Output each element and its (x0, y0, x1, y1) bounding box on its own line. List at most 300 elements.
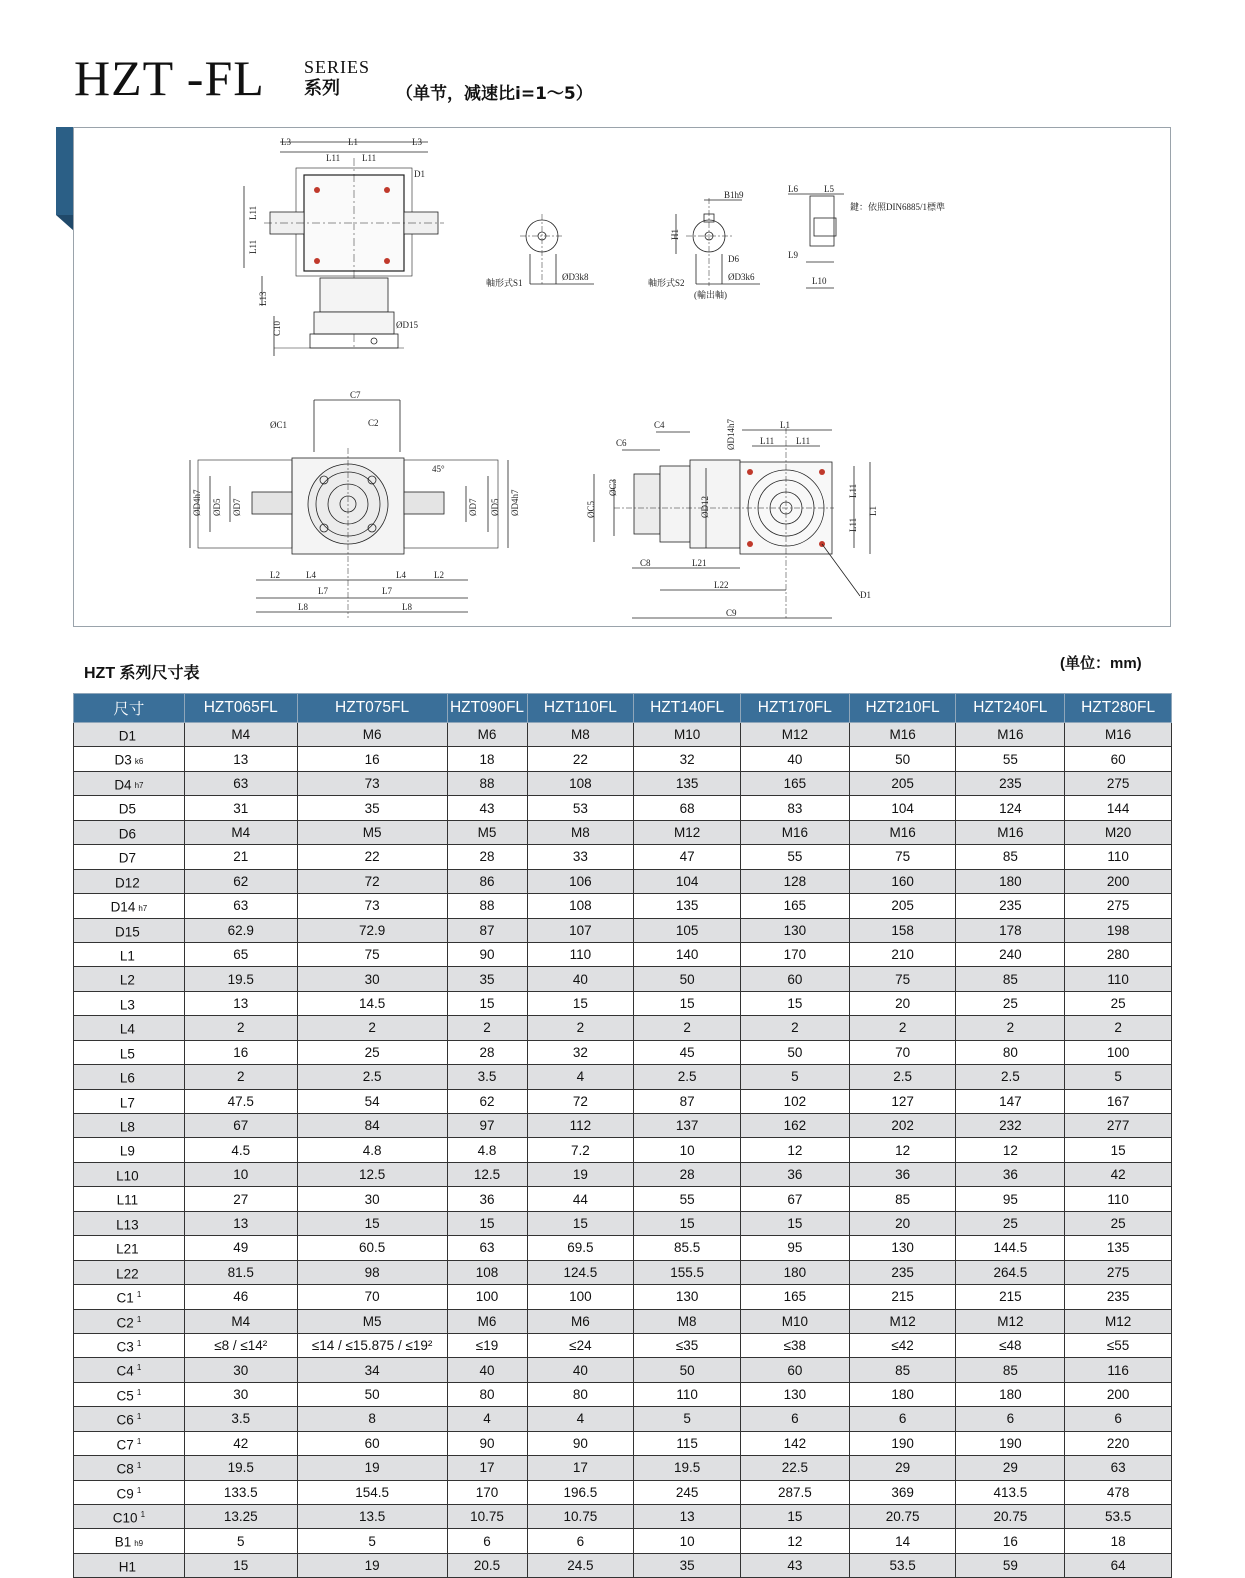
dimension-name-cell (74, 1480, 185, 1504)
label-D4-right: ØD4h7 (510, 489, 520, 516)
dimension-name-cell (74, 991, 185, 1015)
table-cell: 13 (184, 747, 297, 771)
label-D14: ØD14h7 (726, 419, 736, 450)
table-row (74, 723, 1172, 747)
table-cell: 240 (956, 942, 1065, 966)
table-cell: 62.9 (184, 918, 297, 942)
table-cell: 60 (1065, 747, 1172, 771)
table-cell: ≤24 (527, 1333, 634, 1357)
table-cell: 15 (1065, 1138, 1172, 1162)
table-cell: 29 (956, 1456, 1065, 1480)
table-cell: 63 (184, 894, 297, 918)
table-cell: 12.5 (447, 1162, 527, 1186)
table-cell: ≤38 (740, 1333, 849, 1357)
table-row (74, 991, 1172, 1015)
table-cell: 4 (527, 1407, 634, 1431)
table-cell: ≤35 (634, 1333, 741, 1357)
front-view (190, 390, 520, 618)
table-cell: 90 (447, 1431, 527, 1455)
label-L7-right: L7 (382, 586, 392, 596)
table-cell: 15 (740, 991, 849, 1015)
dimension-name-cell (74, 1285, 185, 1309)
table-cell: 3.5 (184, 1407, 297, 1431)
table-cell: 178 (956, 918, 1065, 942)
table-cell: 44 (527, 1187, 634, 1211)
table-cell: 116 (1065, 1358, 1172, 1382)
table-cell: 60.5 (297, 1236, 447, 1260)
label-s2-note: (輸出軸) (694, 290, 727, 300)
table-cell: 35 (447, 967, 527, 991)
table-cell: 85.5 (634, 1236, 741, 1260)
label-L6: L6 (788, 184, 798, 194)
table-row (74, 1358, 1172, 1382)
table-cell: 135 (1065, 1236, 1172, 1260)
table-cell: 20 (849, 1211, 956, 1235)
table-cell: 36 (740, 1162, 849, 1186)
table-cell: 180 (740, 1260, 849, 1284)
table-cell: 47 (634, 845, 741, 869)
table-cell: 30 (297, 967, 447, 991)
table-cell: 158 (849, 918, 956, 942)
table-cell: 12 (740, 1529, 849, 1553)
table-cell: 108 (527, 894, 634, 918)
table-cell: 64 (1065, 1553, 1172, 1577)
label-L4-right: L4 (396, 570, 406, 580)
table-cell: 85 (849, 1358, 956, 1382)
label-s2-caption: 軸形式S2 (648, 278, 685, 288)
table-cell: 85 (956, 967, 1065, 991)
table-cell: 220 (1065, 1431, 1172, 1455)
dimension-name: D15 (115, 924, 140, 939)
table-cell: 135 (634, 771, 741, 795)
table-cell: 167 (1065, 1089, 1172, 1113)
dimension-name: L10 (116, 1168, 139, 1184)
table-cell: 6 (740, 1407, 849, 1431)
tolerance-class: k6 (134, 756, 144, 766)
shaft-s2-view (648, 190, 760, 300)
table-cell: ≤55 (1065, 1333, 1172, 1357)
table-cell: 130 (849, 1236, 956, 1260)
table-cell: 190 (849, 1431, 956, 1455)
dimension-name-cell (74, 894, 185, 918)
label-L1-right-v: L1 (868, 506, 878, 516)
label-C1: ØC1 (270, 420, 288, 430)
table-cell: 83 (740, 796, 849, 820)
table-row (74, 747, 1172, 771)
label-C6: C6 (616, 438, 627, 448)
dimension-name-cell (74, 1309, 185, 1333)
label-H1: H1 (670, 229, 680, 240)
table-cell: 50 (634, 967, 741, 991)
dimension-name-cell (74, 1040, 185, 1064)
table-cell: M16 (849, 820, 956, 844)
table-row (74, 894, 1172, 918)
table-cell: 81.5 (184, 1260, 297, 1284)
table-row (74, 1407, 1172, 1431)
table-cell: 10 (184, 1162, 297, 1186)
dimension-name-cell (74, 869, 185, 893)
table-cell: 72 (297, 869, 447, 893)
dimension-name: D3 (114, 752, 132, 768)
table-cell: M16 (1065, 723, 1172, 747)
table-cell: 60 (297, 1431, 447, 1455)
table-cell: 10 (634, 1529, 741, 1553)
footnote-mark: 1 (136, 1485, 142, 1495)
footnote-mark: 1 (136, 1387, 142, 1397)
table-cell: 98 (297, 1260, 447, 1284)
table-cell: 112 (527, 1114, 634, 1138)
table-row (74, 1114, 1172, 1138)
table-cell: 196.5 (527, 1480, 634, 1504)
label-L11-right-v2: L11 (848, 517, 858, 532)
table-cell: 5 (634, 1407, 741, 1431)
table-row (74, 1236, 1172, 1260)
dimension-name: C2 (116, 1315, 134, 1330)
table-cell: 19 (297, 1456, 447, 1480)
table-cell: 46 (184, 1285, 297, 1309)
table-row (74, 1309, 1172, 1333)
table-row (74, 1529, 1172, 1553)
table-cell: 50 (634, 1358, 741, 1382)
header-cell: HZT170FL (740, 694, 849, 723)
label-L10: L10 (812, 276, 827, 286)
table-cell: 19.5 (184, 1456, 297, 1480)
dimension-name-cell (74, 845, 185, 869)
table-cell: M16 (740, 820, 849, 844)
table-cell: 14.5 (297, 991, 447, 1015)
table-cell: 31 (184, 796, 297, 820)
table-cell: 215 (956, 1285, 1065, 1309)
dimension-name: C5 (116, 1388, 134, 1404)
table-cell: 65 (184, 942, 297, 966)
table-cell: 19.5 (184, 967, 297, 991)
dimension-name: B1 (114, 1534, 132, 1550)
table-cell: M12 (740, 723, 849, 747)
table-cell: 20 (849, 991, 956, 1015)
table-cell: M5 (297, 1309, 447, 1333)
label-D5-right: ØD5 (490, 498, 500, 516)
dimension-name: L7 (119, 1095, 135, 1111)
table-cell: 15 (740, 1505, 849, 1529)
table-cell: 130 (634, 1285, 741, 1309)
table-cell: 97 (447, 1114, 527, 1138)
table-cell: 235 (849, 1260, 956, 1284)
header-cell: HZT280FL (1065, 694, 1172, 723)
table-cell: 36 (849, 1162, 956, 1186)
technical-drawing (73, 127, 1171, 627)
table-cell: 30 (297, 1187, 447, 1211)
table-cell: M4 (184, 820, 297, 844)
table-cell: 40 (740, 747, 849, 771)
label-L13: L13 (258, 291, 268, 306)
table-cell: 40 (527, 967, 634, 991)
table-cell: M6 (447, 1309, 527, 1333)
table-cell: 90 (527, 1431, 634, 1455)
table-cell: 133.5 (184, 1480, 297, 1504)
label-D15: ØD15 (396, 320, 418, 330)
table-cell: 235 (956, 894, 1065, 918)
table-cell: 215 (849, 1285, 956, 1309)
table-cell: 200 (1065, 869, 1172, 893)
table-cell: 2.5 (849, 1065, 956, 1089)
table-cell: 25 (1065, 991, 1172, 1015)
table-row (74, 1480, 1172, 1504)
table-unit: (单位：mm) (1060, 655, 1142, 672)
label-D7-right: ØD7 (468, 498, 478, 516)
dimension-name: C3 (116, 1339, 134, 1355)
dimension-name: C4 (116, 1363, 134, 1379)
table-cell: 124 (956, 796, 1065, 820)
table-cell: 264.5 (956, 1260, 1065, 1284)
table-cell: 53.5 (1065, 1505, 1172, 1529)
label-L22: L22 (714, 580, 729, 590)
table-cell: 22 (527, 747, 634, 771)
dimension-name: C9 (116, 1486, 134, 1502)
table-cell: 235 (1065, 1285, 1172, 1309)
table-cell: M12 (1065, 1309, 1172, 1333)
table-cell: 87 (447, 918, 527, 942)
label-L11-b: L11 (362, 153, 377, 163)
table-cell: M12 (956, 1309, 1065, 1333)
dimension-name-cell (74, 1529, 185, 1553)
table-cell: 73 (297, 894, 447, 918)
table-cell: 180 (956, 869, 1065, 893)
table-cell: 108 (527, 771, 634, 795)
table-cell: 16 (297, 747, 447, 771)
table-cell: 50 (849, 747, 956, 771)
table-row (74, 796, 1172, 820)
table-cell: 16 (184, 1040, 297, 1064)
table-cell: 2 (447, 1016, 527, 1040)
table-row (74, 1260, 1172, 1284)
table-cell: 170 (447, 1480, 527, 1504)
footnote-mark: 1 (136, 1314, 142, 1324)
label-D6: D6 (728, 254, 739, 264)
table-cell: 80 (447, 1382, 527, 1406)
dimension-name: C7 (116, 1437, 134, 1453)
table-cell: 142 (740, 1431, 849, 1455)
table-cell: 4.8 (297, 1138, 447, 1162)
label-L5: L5 (824, 184, 834, 194)
table-cell: 106 (527, 869, 634, 893)
dimension-name: C10 (112, 1510, 138, 1526)
table-cell: 2.5 (297, 1065, 447, 1089)
table-cell: 2 (849, 1016, 956, 1040)
table-row (74, 1505, 1172, 1529)
key-view (788, 184, 945, 288)
table-cell: 2 (1065, 1016, 1172, 1040)
table-cell: 13 (634, 1505, 741, 1529)
table-cell: 68 (634, 796, 741, 820)
table-cell: 165 (740, 1285, 849, 1309)
table-cell: 22.5 (740, 1456, 849, 1480)
table-cell: 210 (849, 942, 956, 966)
label-D12: ØD12 (700, 496, 710, 518)
dimension-name-cell (74, 747, 185, 771)
table-cell: 110 (1065, 1187, 1172, 1211)
label-L3-left: L3 (281, 137, 291, 147)
table-cell: 140 (634, 942, 741, 966)
table-cell: 235 (956, 771, 1065, 795)
header-cell: HZT240FL (956, 694, 1065, 723)
dimension-name: C6 (116, 1412, 134, 1428)
table-cell: 49 (184, 1236, 297, 1260)
table-cell: 17 (527, 1456, 634, 1480)
label-L2-right: L2 (434, 570, 444, 580)
dimension-name-cell (74, 942, 185, 966)
table-cell: 280 (1065, 942, 1172, 966)
table-cell: 10 (634, 1138, 741, 1162)
table-cell: 63 (184, 771, 297, 795)
table-cell: 170 (740, 942, 849, 966)
table-cell: M5 (447, 820, 527, 844)
side-view (586, 419, 878, 618)
table-cell: 25 (956, 1211, 1065, 1235)
dimension-name-cell (74, 1114, 185, 1138)
table-cell: 10.75 (447, 1505, 527, 1529)
table-cell: 277 (1065, 1114, 1172, 1138)
table-cell: 12.5 (297, 1162, 447, 1186)
table-cell: 13 (184, 1211, 297, 1235)
footnote-mark: 1 (140, 1510, 146, 1519)
table-cell: M16 (956, 723, 1065, 747)
table-cell: 110 (527, 942, 634, 966)
table-cell: 15 (184, 1553, 297, 1577)
dimension-name: L9 (119, 1143, 135, 1159)
table-cell: 55 (634, 1187, 741, 1211)
table-cell: 34 (297, 1358, 447, 1382)
table-cell: 4 (447, 1407, 527, 1431)
table-cell: 6 (956, 1407, 1065, 1431)
dimension-name: L5 (119, 1046, 135, 1062)
table-cell: 2 (297, 1016, 447, 1040)
table-cell: 12 (956, 1138, 1065, 1162)
table-cell: 19 (527, 1162, 634, 1186)
table-cell: 60 (740, 967, 849, 991)
table-cell: M8 (634, 1309, 741, 1333)
table-cell: 60 (740, 1358, 849, 1382)
table-cell: 62 (184, 869, 297, 893)
label-D4-left: ØD4h7 (192, 489, 202, 516)
table-cell: M10 (740, 1309, 849, 1333)
table-cell: 2 (634, 1016, 741, 1040)
table-row (74, 1382, 1172, 1406)
dimension-name-cell (74, 1333, 185, 1357)
table-cell: 53.5 (849, 1553, 956, 1577)
label-L11-a: L11 (326, 153, 341, 163)
table-cell: M4 (184, 1309, 297, 1333)
table-cell: 15 (527, 991, 634, 1015)
table-cell: 202 (849, 1114, 956, 1138)
dimension-name-cell (74, 1358, 185, 1382)
dimension-name: L13 (116, 1217, 139, 1233)
table-cell: 147 (956, 1089, 1065, 1113)
table-cell: 67 (740, 1187, 849, 1211)
label-L11-v1: L11 (248, 205, 258, 220)
label-s1-caption: 軸形式S1 (486, 278, 523, 288)
dimension-name-cell (74, 1016, 185, 1040)
table-cell: 30 (184, 1358, 297, 1382)
label-s1-D3: ØD3k8 (562, 272, 589, 282)
dimension-name: D1 (118, 728, 137, 744)
table-cell: 95 (740, 1236, 849, 1260)
table-cell: 15 (297, 1211, 447, 1235)
label-L21: L21 (692, 558, 707, 568)
table-cell: ≤14 / ≤15.875 / ≤19² (297, 1333, 447, 1357)
series-label-en: SERIES (304, 57, 371, 77)
label-L11-right-v1: L11 (848, 483, 858, 498)
table-cell: ≤42 (849, 1333, 956, 1357)
table-row (74, 1040, 1172, 1064)
label-D7-left: ØD7 (232, 498, 242, 516)
table-cell: 15 (634, 991, 741, 1015)
dimension-name-cell (74, 967, 185, 991)
table-cell: 42 (184, 1431, 297, 1455)
label-D5-left: ØD5 (212, 498, 222, 516)
table-cell: 15 (447, 991, 527, 1015)
table-cell: 130 (740, 1382, 849, 1406)
dimension-name-cell (74, 1431, 185, 1455)
header-cell: HZT075FL (297, 694, 447, 723)
dimension-name: L1 (119, 948, 135, 964)
dimension-name: D4 (114, 777, 132, 793)
table-cell: 6 (1065, 1407, 1172, 1431)
label-C10: C10 (272, 320, 282, 336)
table-cell: 10.75 (527, 1505, 634, 1529)
table-row (74, 967, 1172, 991)
table-cell: 275 (1065, 894, 1172, 918)
table-cell: 124.5 (527, 1260, 634, 1284)
table-cell: 102 (740, 1089, 849, 1113)
dimension-name: L2 (119, 972, 135, 988)
table-cell: 15 (447, 1211, 527, 1235)
label-L8-left: L8 (298, 602, 308, 612)
table-cell: 50 (297, 1382, 447, 1406)
dimension-name-cell (74, 1456, 185, 1480)
table-cell: 275 (1065, 1260, 1172, 1284)
table-cell: 127 (849, 1089, 956, 1113)
label-L1: L1 (348, 137, 358, 147)
table-cell: 28 (447, 845, 527, 869)
table-cell: 29 (849, 1456, 956, 1480)
table-cell: 67 (184, 1114, 297, 1138)
table-cell: 87 (634, 1089, 741, 1113)
table-cell: 18 (447, 747, 527, 771)
table-cell: 275 (1065, 771, 1172, 795)
table-cell: 18 (1065, 1529, 1172, 1553)
table-row (74, 1016, 1172, 1040)
table-cell: 162 (740, 1114, 849, 1138)
label-D1: D1 (414, 169, 425, 179)
dimension-name-cell (74, 820, 185, 844)
table-cell: M8 (527, 820, 634, 844)
table-cell: 110 (634, 1382, 741, 1406)
table-cell: 137 (634, 1114, 741, 1138)
table-cell: 155.5 (634, 1260, 741, 1284)
tolerance-class: h7 (138, 903, 148, 913)
table-cell: 4.8 (447, 1138, 527, 1162)
table-row (74, 1285, 1172, 1309)
dimension-name: D12 (115, 875, 140, 891)
tolerance-class: h9 (134, 1538, 144, 1548)
table-cell: 35 (297, 796, 447, 820)
table-row (74, 918, 1172, 942)
table-cell: M5 (297, 820, 447, 844)
table-cell: 15 (527, 1211, 634, 1235)
table-cell: 6 (849, 1407, 956, 1431)
table-cell: 107 (527, 918, 634, 942)
table-cell: M10 (634, 723, 741, 747)
